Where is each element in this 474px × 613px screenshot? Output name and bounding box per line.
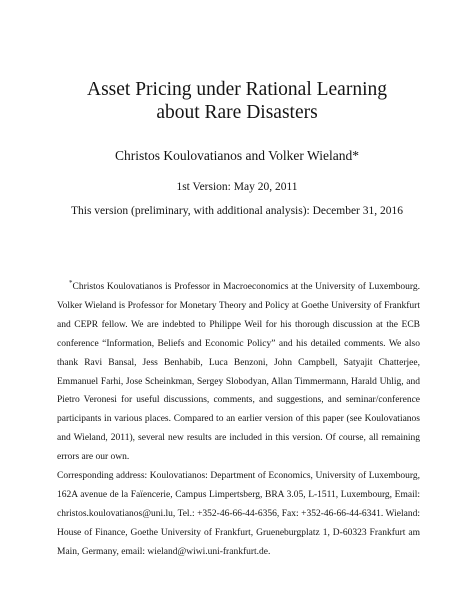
- paper-title: [0, 78, 474, 124]
- paper-title-line-2: about Rare Disasters: [156, 102, 318, 123]
- footnote-acknowledgements-text: Christos Koulovatianos is Professor in Macroeconomics at the University of Luxembourg. Volker Wieland is Professor for Monetary Theory and Policy at Goethe University of Frankfurt and CEPR fellow. We are indebted to Philippe Weil for his thorough discussion at the ECB conference “Information, Beliefs and Economic Policy” and his detailed comments. We also thank Ravi Bansal, Jess Benhabib, Luca Benzoni, John Campbell, Satyajit Chatterjee, Emmanuel Farhi, Jose Scheinkman, Sergey Slobodyan, Allan Timmermann, Harald Uhlig, and Pietro Veronesi for useful discussions, comments, and suggestions, and seminar/conference participants in various places. Compared to an earlier version of this paper (see Koulovatianos and Wieland, 2011), several new results are included in this version. Of course, all remaining errors are our own.: [57, 282, 420, 463]
- title-footnote: [57, 278, 420, 562]
- first-version-date: 1st Version: May 20, 2011: [176, 181, 298, 193]
- paper-title-line-1: Asset Pricing under Rational Learning: [86, 79, 387, 100]
- current-version-date: This version (preliminary, with additional analysis): December 31, 2016: [70, 205, 404, 217]
- footnote-marker: *: [69, 278, 73, 287]
- footnote-paragraph-2: Corresponding address: Koulovatianos: Department of Economics, University of Luxembourg, 162A avenue de la Faïencerie, Campus Limpertsberg, BRA 3.05, L-1511, Luxembourg, Email: christos.koulovatianos@uni.lu, Tel.: +352-46-66-44-6356, Fax: +352-46-66-44-6341. Wieland: House of Finance, Goethe University of Frankfurt, Grueneburgplatz 1, D-60323 Frankfurt am Main, Germany, email: wieland@wiwi.uni-frankfurt.de.: [57, 471, 420, 557]
- footnote-paragraph-1: [57, 278, 420, 467]
- author-list: Christos Koulovatianos and Volker Wieland*: [115, 148, 359, 163]
